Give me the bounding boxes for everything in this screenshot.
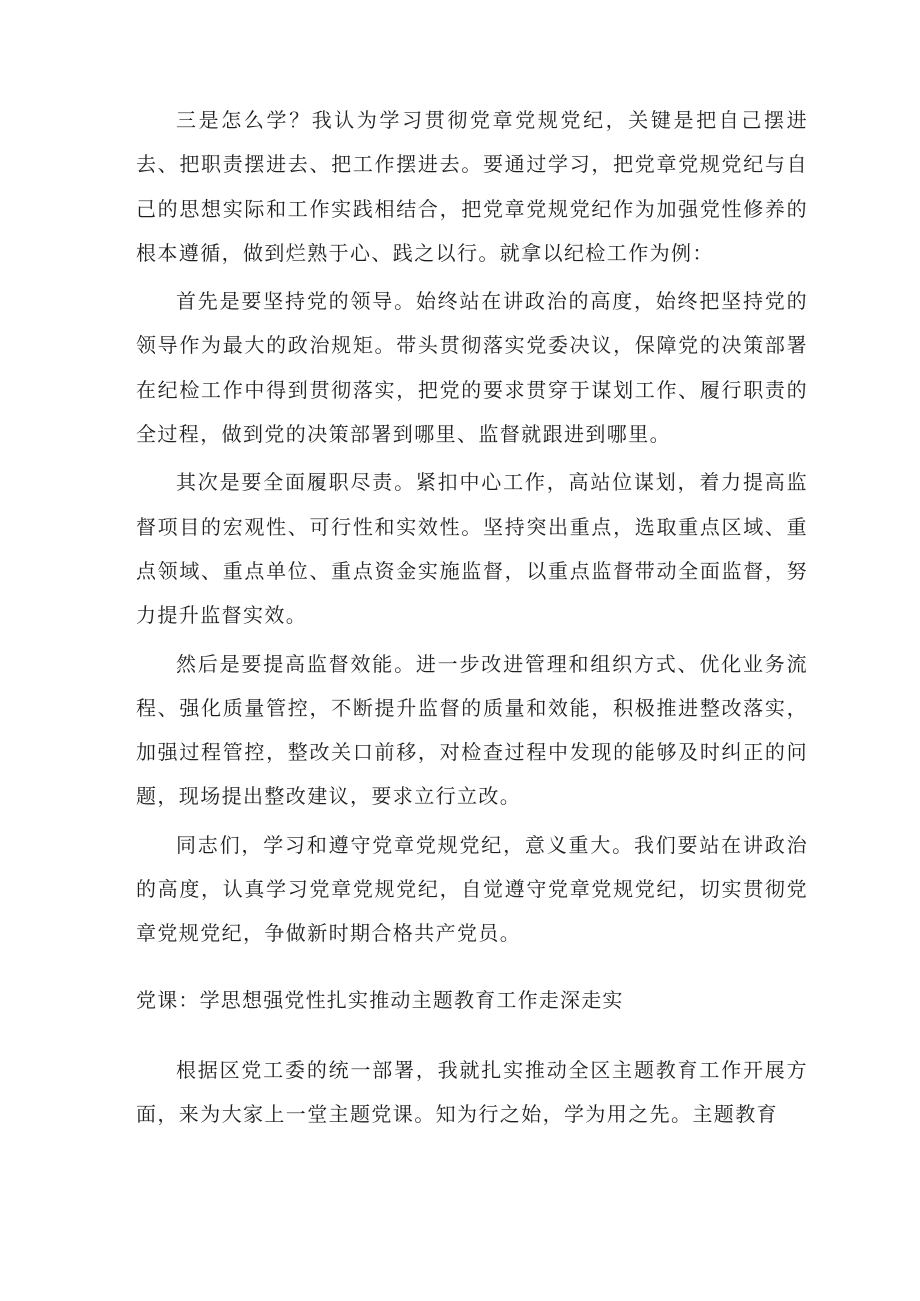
paragraph-party-leadership: 首先是要坚持党的领导。始终站在讲政治的高度，始终把坚持党的领导作为最大的政治规矩。带头贯彻落实党委决议，保障党的决策部署在纪检工作中得到贯彻落实，把党的要求贯穿于谋划工作、履行职责的全过程，做到党的决策部署到哪里、监督就跟进到哪里。 (136, 289, 808, 447)
section-heading: 党课：学思想强党性扎实推动主题教育工作走深走实 (136, 987, 624, 1012)
paragraph-closing-remarks: 同志们，学习和遵守党章党规党纪，意义重大。我们要站在讲政治的高度，认真学习党章党规党纪，自觉遵守党章党规党纪，切实贯彻党章党规党纪，争做新时期合格共产党员。 (136, 832, 808, 946)
paragraph-supervision-efficiency: 然后是要提高监督效能。进一步改进管理和组织方式、优化业务流程、强化质量管控，不断提升监督的质量和效能，积极推进整改落实，加强过程管控，整改关口前移，对检查过程中发现的能够及时纠正的问题，现场提出整改建议，要求立行立改。 (136, 651, 808, 809)
document-body (136, 98, 808, 1141)
paragraph-lecture-intro: 根据区党工委的统一部署，我就扎实推动全区主题教育工作开展方面，来为大家上一堂主题党课。知为行之始，学为用之先。主题教育 (136, 1057, 808, 1127)
paragraph-fulfil-duties: 其次是要全面履职尽责。紧扣中心工作，高站位谋划，着力提高监督项目的宏观性、可行性和实效性。坚持突出重点，选取重点区域、重点领域、重点单位、重点资金实施监督，以重点监督带动全面监督，努力提升监督实效。 (136, 470, 808, 628)
paragraph-how-to-learn: 三是怎么学？我认为学习贯彻党章党规党纪，关键是把自己摆进去、把职责摆进去、把工作摆进去。要通过学习，把党章党规党纪与自己的思想实际和工作实践相结合，把党章党规党纪作为加强党性修养的根本遵循，做到烂熟于心、践之以行。就拿以纪检工作为例： (136, 108, 808, 265)
